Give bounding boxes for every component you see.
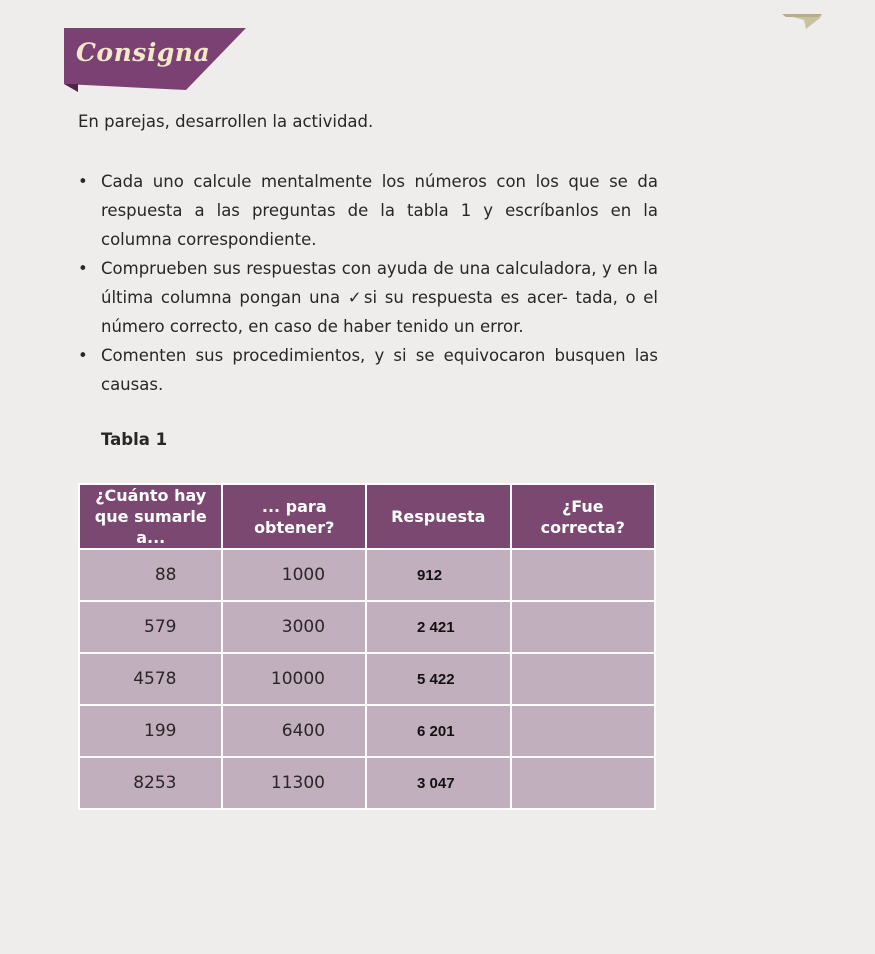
banner-label: Consigna [76,38,211,67]
cell-addend: 199 [79,705,222,757]
cell-target: 6400 [222,705,366,757]
table-row [79,705,655,757]
cell-correct[interactable] [511,653,655,705]
cell-addend: 8253 [79,757,222,809]
list-item-text: Comprueben sus respuestas con ayuda de una calculadora, y en la última columna pongan una ✓si su respuesta es acer- tada, o el número correcto, en caso de haber tenido un error. [101,259,658,336]
list-item-text: Comenten sus procedimientos, y si se equivocaron busquen las causas. [101,346,658,394]
list-item [78,341,658,399]
cell-addend: 579 [79,601,222,653]
cell-addend: 88 [79,549,222,601]
table-row [79,549,655,601]
cell-addend: 4578 [79,653,222,705]
table-row [79,601,655,653]
corner-ribbon-icon [782,12,824,32]
list-item-text: Cada uno calcule mentalmente los números con los que se da respuesta a las preguntas de la tabla 1 y escríbanlos en la columna correspondiente. [101,172,658,249]
header-line: que sumarle a... [94,507,207,547]
table-row [79,757,655,809]
cell-correct[interactable] [511,705,655,757]
bullet-icon: • [78,172,88,191]
header-line: Respuesta [391,507,486,526]
header-respuesta [366,484,511,549]
bullet-icon: • [78,259,88,278]
table-header-row [79,484,655,549]
data-table [78,483,656,810]
bullet-icon: • [78,346,88,365]
header-line: correcta? [540,517,625,537]
cell-answer[interactable]: 6 201 [366,705,511,757]
list-item [78,167,658,254]
table-title: Tabla 1 [101,430,168,449]
list-item [78,254,658,341]
header-line: obtener? [254,517,335,537]
table-row [79,653,655,705]
header-line: ¿Cuánto hay [95,486,207,505]
header-line: ... para [261,496,327,516]
cell-answer[interactable]: 912 [366,549,511,601]
header-cuanto-hay [79,484,222,549]
cell-correct[interactable] [511,757,655,809]
instructions-list [78,167,658,399]
header-fue-correcta [511,484,655,549]
header-para-obtener [222,484,366,549]
cell-target: 11300 [222,757,366,809]
cell-answer[interactable]: 5 422 [366,653,511,705]
cell-correct[interactable] [511,601,655,653]
cell-answer[interactable]: 2 421 [366,601,511,653]
cell-target: 3000 [222,601,366,653]
cell-answer[interactable]: 3 047 [366,757,511,809]
intro-text: En parejas, desarrollen la actividad. [78,112,374,131]
cell-target: 10000 [222,653,366,705]
cell-target: 1000 [222,549,366,601]
header-line: ¿Fue [561,496,604,516]
cell-correct[interactable] [511,549,655,601]
